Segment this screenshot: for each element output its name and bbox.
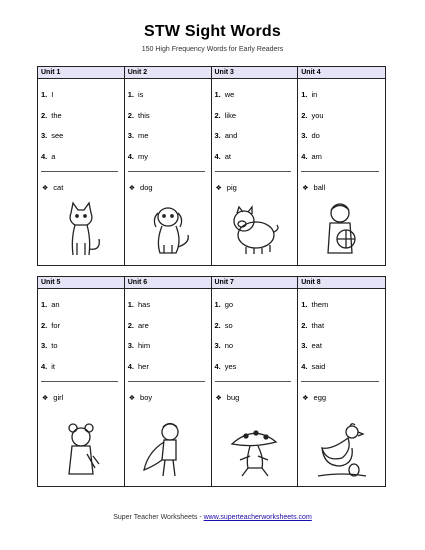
hen-with-egg-icon (308, 420, 375, 480)
unit-column (38, 67, 125, 265)
word-row: 2. this (127, 110, 150, 120)
word-row: 2. you (301, 110, 324, 120)
boy-with-ball-icon (308, 199, 375, 259)
footer-text: Super Teacher Worksheets - (113, 514, 204, 521)
unit-column (125, 277, 212, 486)
word-row: 1. has (127, 300, 151, 309)
unit-column (38, 277, 125, 486)
bonus-word (125, 172, 211, 195)
word: do (311, 131, 320, 140)
superhero-boy-icon (135, 420, 201, 480)
word: am (311, 151, 322, 161)
word: at (224, 151, 232, 161)
word-row: 4. her (127, 361, 149, 371)
bonus-word (38, 172, 124, 195)
word-row: 4. my (127, 151, 149, 161)
word-row: 1. an (41, 300, 60, 309)
word-row: 2. so (214, 320, 233, 330)
unit-header: Unit 8 (298, 277, 385, 289)
bug-icon (222, 420, 288, 480)
word-row: 3. no (214, 341, 234, 350)
word: and (224, 131, 238, 140)
bonus-word (298, 382, 385, 405)
diamond-bullet-icon: ❖ (302, 395, 309, 402)
word: me (138, 131, 149, 140)
diamond-bullet-icon: ❖ (215, 185, 222, 192)
unit-header: Unit 7 (212, 277, 298, 289)
unit-column (298, 277, 385, 486)
word: in (311, 90, 318, 99)
bonus-word (38, 382, 124, 405)
word-row: 2. that (301, 320, 325, 330)
unit-column (212, 277, 299, 486)
word: this (138, 110, 150, 120)
word: are (138, 320, 149, 330)
word-row: 4. a (41, 151, 56, 161)
diamond-bullet-icon: ❖ (215, 395, 222, 402)
word-row: 1. in (301, 90, 318, 99)
word-row: 2. the (41, 110, 62, 120)
word-row: 4. yes (214, 361, 237, 371)
bonus-word-label: pig (226, 183, 237, 192)
word: eat (311, 341, 322, 350)
word: has (138, 300, 151, 309)
word: for (51, 320, 61, 330)
word: go (224, 300, 234, 309)
word: a (51, 151, 56, 161)
word-row: 1. go (214, 300, 234, 309)
bonus-word-label: ball (313, 183, 326, 192)
unit-header: Unit 4 (298, 67, 385, 79)
word-row: 1. is (127, 90, 144, 99)
word-row: 2. are (127, 320, 149, 330)
word: the (51, 110, 62, 120)
girl-icon (48, 420, 114, 480)
bonus-word (212, 382, 298, 405)
page-subtitle: 150 High Frequency Words for Early Readers (141, 46, 284, 53)
units-grid-top (37, 66, 386, 266)
word: to (51, 341, 58, 350)
word: so (224, 320, 233, 330)
diamond-bullet-icon: ❖ (42, 185, 49, 192)
word: yes (224, 361, 237, 371)
bonus-word-label: dog (140, 183, 153, 192)
word-row: 3. and (214, 131, 238, 140)
word-row: 3. see (41, 131, 64, 140)
diamond-bullet-icon: ❖ (128, 395, 136, 402)
word: that (311, 320, 325, 330)
word-row: 4. at (214, 151, 232, 161)
word: said (311, 361, 326, 371)
dog-icon (135, 199, 201, 259)
word: like (224, 110, 237, 120)
diamond-bullet-icon: ❖ (128, 185, 136, 192)
word: my (138, 151, 149, 161)
unit-header: Unit 3 (212, 67, 298, 79)
word-row: 1. them (301, 300, 329, 309)
word-row: 3. him (127, 341, 151, 350)
word-row: 1. I (41, 90, 54, 99)
diamond-bullet-icon: ❖ (42, 395, 49, 402)
unit-header: Unit 5 (38, 277, 124, 289)
word-row: 4. it (41, 361, 56, 371)
word: you (311, 110, 324, 120)
diamond-bullet-icon: ❖ (302, 185, 309, 192)
word: them (311, 300, 329, 309)
bonus-word-label: girl (53, 393, 64, 402)
word: is (138, 90, 144, 99)
footer (0, 514, 425, 521)
word-row: 3. eat (301, 341, 322, 350)
unit-header: Unit 6 (125, 277, 211, 289)
unit-column (298, 67, 385, 265)
footer-link[interactable]: www.superteacherworksheets.com (203, 514, 312, 521)
word: an (51, 300, 60, 309)
word-row: 2. for (41, 320, 61, 330)
word-row: 3. to (41, 341, 58, 350)
word: we (224, 90, 235, 99)
bonus-word-label: cat (53, 183, 64, 192)
bonus-word (212, 172, 298, 195)
word: no (224, 341, 234, 350)
word-row: 4. am (301, 151, 322, 161)
word: I (51, 90, 54, 99)
word-row: 3. me (127, 131, 149, 140)
bonus-word-label: bug (226, 393, 240, 402)
cat-icon (48, 199, 114, 259)
unit-column (212, 67, 299, 265)
unit-header: Unit 2 (125, 67, 211, 79)
word-row: 1. we (214, 90, 235, 99)
word: see (51, 131, 64, 140)
bonus-word (125, 382, 211, 405)
bonus-word (298, 172, 385, 195)
unit-column (125, 67, 212, 265)
page-title: STW Sight Words (144, 23, 281, 40)
word-row: 3. do (301, 131, 320, 140)
units-grid-bottom (37, 276, 386, 487)
word-row: 2. like (214, 110, 237, 120)
unit-header: Unit 1 (38, 67, 124, 79)
word: him (138, 341, 151, 350)
pig-icon (222, 199, 288, 259)
bonus-word-label: egg (313, 393, 327, 402)
word: her (138, 361, 149, 371)
word: it (51, 361, 56, 371)
bonus-word-label: boy (140, 393, 153, 402)
word-row: 4. said (301, 361, 326, 371)
